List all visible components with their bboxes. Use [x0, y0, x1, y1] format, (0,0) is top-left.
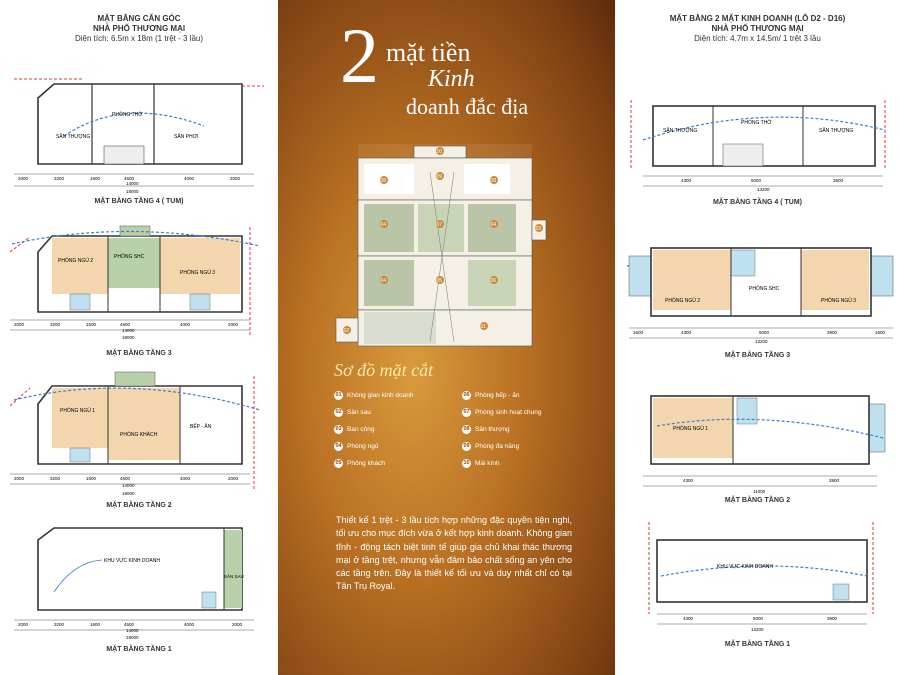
svg-text:08: 08	[380, 178, 387, 184]
legend-num: 06	[463, 392, 470, 398]
right-f2-dim-1: 4300	[683, 478, 694, 483]
svg-text:09: 09	[436, 174, 443, 180]
legend-label: Mái kính	[475, 459, 500, 467]
right-header-title: MẶT BẰNG 2 MẶT KINH DOANH (LÔ D2 - D16)	[669, 14, 846, 23]
left-f3-room-2: PHÒNG SHC	[114, 254, 145, 260]
left-f1-dim-1: 2000	[18, 622, 29, 627]
svg-text:07: 07	[436, 222, 443, 228]
right-f3-dim-5: 1600	[875, 330, 886, 335]
left-header-subtitle: NHÀ PHỐ THƯƠNG MẠI	[92, 24, 186, 33]
right-floor4-label: MẶT BẰNG TẦNG 4 ( TUM)	[712, 199, 803, 206]
legend	[334, 390, 604, 480]
legend-label: Phòng ngủ	[347, 442, 379, 450]
left-f4-dim-6: 2000	[230, 176, 241, 181]
legend-num: 01	[335, 392, 342, 398]
right-f3-dim-2: 4300	[681, 330, 692, 335]
title-line-1: mặt tiền	[386, 38, 471, 67]
right-f4-room-1: SÂN THƯỢNG	[663, 128, 698, 134]
right-f4-dim-2: 5000	[751, 178, 762, 183]
left-f3-dim-2: 3200	[50, 322, 61, 327]
left-f3-dim-4: 4500	[120, 322, 131, 327]
left-f4-total2: 18000	[126, 189, 139, 194]
right-f1-dim-3: 3900	[827, 616, 838, 621]
legend-num: 04	[335, 443, 342, 449]
left-header-title: MẶT BẰNG CĂN GÓC	[97, 14, 181, 23]
left-f4-room-1: SÂN THƯỢNG	[56, 134, 91, 140]
legend-label: Phòng sinh hoạt chung	[475, 408, 542, 416]
legend-label: Sân sau	[347, 408, 371, 416]
right-floor3-plan	[621, 240, 895, 344]
left-f4-dim-1: 2000	[18, 176, 29, 181]
left-floor1-label: MẶT BẰNG TẦNG 1	[106, 646, 172, 653]
right-f4-total: 13200	[757, 187, 770, 192]
legend-label: Phòng khách	[347, 459, 385, 467]
legend-item-10	[462, 458, 500, 468]
left-f1-dim-3: 1600	[90, 622, 101, 627]
left-f1-dim-2: 3200	[54, 622, 65, 627]
left-floor4-plan	[14, 76, 264, 194]
right-header	[615, 14, 900, 44]
section-title: Sơ đồ mặt cắt	[334, 360, 434, 380]
left-f2-total: 14000	[122, 483, 135, 488]
right-floor2-label: MẶT BẰNG TẦNG 2	[724, 497, 791, 504]
svg-text:03: 03	[535, 226, 542, 232]
right-f4-room-2: PHÒNG THỜ	[741, 120, 772, 126]
left-floor3-plan	[10, 222, 268, 340]
left-f3-dim-1: 2000	[14, 322, 25, 327]
right-f2-room-1: PHÒNG NGỦ 1	[673, 426, 709, 432]
right-f2-dim-2: 3900	[829, 478, 840, 483]
left-f2-dim-5: 4000	[180, 476, 191, 481]
svg-text:01: 01	[480, 324, 487, 330]
right-f4-dim-1: 4300	[681, 178, 692, 183]
svg-text:10: 10	[436, 149, 443, 155]
right-f2-total: 11000	[753, 489, 766, 494]
left-floor4-label: MẶT BẰNG TẦNG 4 ( TUM)	[94, 198, 184, 205]
left-f1-room-1: KHU VỰC KINH DOANH	[104, 558, 160, 564]
title-line-2: Kinh	[428, 66, 475, 92]
section-diagram	[334, 142, 550, 347]
right-f3-total: 13200	[755, 339, 768, 344]
right-f4-dim-3: 3900	[833, 178, 844, 183]
left-f2-total2: 18000	[122, 491, 135, 496]
left-f3-dim-6: 2000	[228, 322, 239, 327]
right-f3-dim-1: 1600	[633, 330, 644, 335]
left-f3-room-1: PHÒNG NGỦ 2	[58, 258, 94, 264]
left-f4-room-3: SÂN PHƠI	[174, 134, 199, 140]
title-number: 2	[340, 12, 379, 99]
left-f2-dim-3: 1600	[86, 476, 97, 481]
right-floor1-plan	[627, 520, 889, 632]
right-f3-dim-3: 5000	[759, 330, 770, 335]
right-f1-dim-1: 4300	[683, 616, 694, 621]
legend-item-02	[334, 407, 371, 417]
left-floor2-plan	[10, 366, 268, 496]
legend-num: 02	[335, 409, 342, 415]
left-f1-total2: 18000	[126, 635, 139, 640]
left-f2-dim-2: 3200	[50, 476, 61, 481]
legend-num: 08	[463, 426, 470, 432]
left-f4-dim-3: 1600	[90, 176, 101, 181]
right-f3-room-1: PHÒNG NGỦ 2	[665, 298, 701, 304]
right-f1-room-1: KHU VỰC KINH DOANH	[717, 564, 773, 570]
svg-text:06: 06	[490, 278, 497, 284]
middle-column	[278, 0, 615, 675]
legend-label: Sân thượng	[475, 425, 510, 433]
left-f2-dim-1: 2000	[14, 476, 25, 481]
left-f2-dim-6: 2000	[228, 476, 239, 481]
left-f1-total: 14000	[126, 628, 139, 633]
svg-text:04: 04	[380, 222, 387, 228]
legend-label: Phòng đa năng	[475, 442, 520, 450]
left-f4-room-2: PHÒNG THỜ	[112, 112, 143, 118]
left-f2-room-2: PHÒNG KHÁCH	[120, 432, 158, 438]
svg-text:02: 02	[343, 328, 350, 334]
legend-num: 07	[463, 409, 470, 415]
left-f4-dim-4: 4500	[124, 176, 135, 181]
left-header	[0, 14, 278, 44]
left-f4-dim-5: 4000	[184, 176, 195, 181]
legend-label: Không gian kinh doanh	[347, 391, 414, 399]
right-f3-room-3: PHÒNG NGỦ 3	[821, 298, 857, 304]
right-f4-room-3: SÂN THƯỢNG	[819, 128, 854, 134]
legend-item-06	[462, 390, 519, 400]
left-f3-total2: 18000	[122, 335, 135, 340]
legend-num: 09	[463, 443, 470, 449]
left-f1-room-2: SÂN SAU	[224, 574, 244, 579]
left-f2-room-3: BẾP - ĂN	[190, 424, 212, 430]
right-f3-room-2: PHÒNG SHC	[749, 286, 780, 292]
left-header-area: Diện tích: 6.5m x 18m (1 trệt - 3 lầu)	[74, 34, 204, 43]
svg-text:04: 04	[380, 278, 387, 284]
left-f1-dim-4: 4500	[124, 622, 135, 627]
right-floor3-label: MẶT BẰNG TẦNG 3	[724, 352, 791, 359]
legend-label: Ban công	[347, 425, 375, 433]
legend-label: Phòng bếp - ăn	[475, 391, 520, 399]
svg-text:05: 05	[436, 278, 443, 284]
left-f4-total: 14000	[126, 181, 139, 186]
left-f1-dim-6: 2000	[232, 622, 243, 627]
legend-item-09	[462, 441, 519, 451]
left-floor1-plan	[14, 522, 268, 640]
svg-text:08: 08	[490, 178, 497, 184]
legend-item-03	[334, 424, 374, 434]
left-f3-dim-3: 1600	[86, 322, 97, 327]
left-floor3-label: MẶT BẰNG TẦNG 3	[106, 350, 172, 357]
legend-item-08	[462, 424, 510, 434]
right-header-subtitle: NHÀ PHỐ THƯƠNG MẠI	[711, 24, 804, 33]
left-column	[0, 0, 278, 675]
title-line-3: doanh đắc địa	[406, 94, 529, 119]
legend-num: 10	[463, 460, 470, 466]
left-floor2-label: MẶT BẰNG TẦNG 2	[106, 502, 172, 509]
right-floor2-plan	[633, 390, 887, 494]
right-f1-total: 13200	[751, 627, 764, 632]
legend-item-05	[334, 458, 385, 468]
left-f2-dim-4: 4500	[120, 476, 131, 481]
left-f3-total: 14000	[122, 328, 135, 333]
left-f2-room-1: PHÒNG NGỦ 1	[60, 408, 96, 414]
left-f3-dim-5: 4000	[180, 322, 191, 327]
right-header-area: Diện tích: 4.7m x 14.5m/ 1 trệt 3 lầu	[694, 34, 821, 43]
left-f3-room-3: PHÒNG NGỦ 3	[180, 270, 216, 276]
right-column	[615, 0, 900, 675]
right-floor1-label: MẶT BẰNG TẦNG 1	[724, 641, 791, 648]
legend-num: 05	[335, 460, 342, 466]
legend-item-01	[334, 390, 414, 400]
svg-text:04: 04	[490, 222, 497, 228]
right-f3-dim-4: 3900	[827, 330, 838, 335]
right-floor4-plan	[623, 90, 893, 192]
legend-item-07	[462, 407, 542, 417]
description-text: Thiết kế 1 trệt - 3 lầu tích hợp những đặc quyền tiện nghi, tối ưu cho mục đích vừa ở kết hợp kinh doanh. Không gian tĩnh - động tách biệt tinh tế giúp gia chủ khai thác thương mại ở tầng trệt, nhưng vẫn đảm bảo chất sống an yên cho các tầng trên. Đây là thiết kế tối ưu và duy nhất chỉ có tại Tân Trụ Royal.	[336, 515, 572, 592]
right-f1-dim-2: 5000	[753, 616, 764, 621]
left-f4-dim-2: 3200	[54, 176, 65, 181]
left-f1-dim-5: 4000	[184, 622, 195, 627]
legend-item-04	[334, 441, 378, 451]
legend-num: 03	[335, 426, 342, 432]
